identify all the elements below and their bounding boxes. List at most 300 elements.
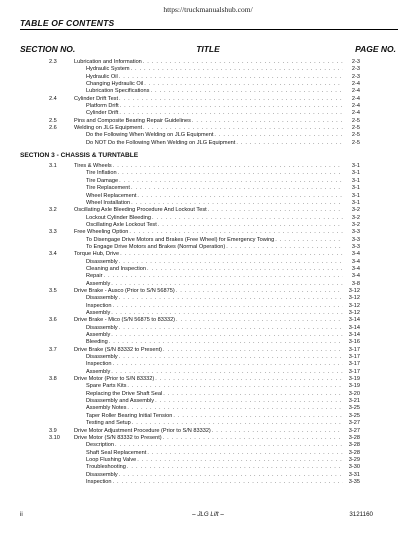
toc-entry-title-wrap [86,185,343,192]
toc-entry-title: Inspection [86,361,112,368]
toc-entry-title-wrap [86,193,343,200]
toc-entry-title: Free Wheeling Option [74,229,129,236]
toc-page-number: 3-4 [351,258,360,265]
toc-subentry[interactable] [0,361,416,368]
toc-entry-title: Torque Hub, Drive [74,251,120,258]
toc-entry-title: Disassembly and Assembly [86,398,155,405]
toc-subentry[interactable] [0,450,416,457]
toc-entry-number: 3.2 [49,207,57,214]
toc-entry[interactable] [0,118,416,125]
toc-entry-title: Disassembly [86,258,118,265]
toc-subentry[interactable] [0,185,416,192]
toc-entry-title-wrap [86,457,343,464]
toc-entry-title: Oscillating Axle Lockout Test [86,221,157,228]
toc-entry-title: Description [86,442,114,449]
toc-entry[interactable] [0,435,416,442]
dot-leader [119,259,343,266]
toc-entry-number: 3.3 [49,229,57,236]
toc-entry-title-wrap [74,288,343,295]
toc-subentry[interactable] [0,74,416,81]
dot-leader [163,435,343,442]
toc-subentry[interactable] [0,457,416,464]
toc-entry-title: Tire Replacement [86,185,130,192]
dot-leader [236,140,343,147]
toc-subentry[interactable] [0,140,416,147]
toc-entry-title-wrap [86,140,343,147]
footer-doc-number: 3121160 [349,511,373,518]
toc-page-number: 3-14 [348,332,360,339]
toc-subentry[interactable] [0,479,416,486]
dot-leader [103,273,343,280]
toc-page-number: 3-4 [351,273,360,280]
toc-entry-title: Testing and Setup [86,420,131,427]
toc-subentry[interactable] [0,178,416,185]
toc-entry-title-wrap [86,479,343,486]
toc-entry-title-wrap [86,110,343,117]
toc-entry-title: Tires & Wheels [74,163,112,170]
toc-entry-title-wrap [74,251,343,258]
toc-entry-title-wrap [86,339,343,346]
toc-page-number: 3-2 [351,207,360,214]
toc-page-number: 3-19 [348,383,360,390]
toc-entry-title: Disassembly [86,471,118,478]
toc-entry-title-wrap [86,295,343,302]
toc-entry-title: Bleeding [86,339,108,346]
toc-page-number: 3-4 [351,265,360,272]
toc-page-number: 3-31 [348,471,360,478]
toc-entry-title-wrap [86,259,343,266]
toc-list [0,59,416,486]
dot-leader [131,200,343,207]
toc-entry-title-wrap [74,376,343,383]
toc-entry-title-wrap [86,81,343,88]
dot-leader [131,185,343,192]
toc-entry-number: 3.4 [49,251,57,258]
toc-subentry[interactable] [0,244,416,251]
toc-entry-title-wrap [86,413,343,420]
toc-entry-title-wrap [86,74,343,81]
toc-entry[interactable] [0,288,416,295]
toc-subentry[interactable] [0,266,416,273]
dot-leader [111,369,343,376]
dot-leader [127,383,343,390]
toc-page-number: 3-19 [348,376,360,383]
dot-leader [143,59,343,66]
toc-entry-title: Shaft Seal Replacement [86,449,147,456]
toc-entry-title-wrap [86,244,343,251]
toc-entry-title: Cleaning and Inspection [86,265,147,272]
dot-leader [275,237,343,244]
dot-leader [119,354,343,361]
dot-leader [119,178,343,185]
dot-leader [176,288,343,295]
toc-subentry[interactable] [0,273,416,280]
toc-entry-title: Inspection [86,302,112,309]
toc-page-number: 3-12 [348,287,360,294]
toc-entry-title: Hydraulic System [86,66,130,73]
toc-page-number: 3-28 [348,449,360,456]
column-header-section: SECTION NO. [20,44,76,54]
toc-entry-title: Assembly [86,280,111,287]
toc-entry-title-wrap [74,125,343,132]
toc-page-number: 3-8 [351,280,360,287]
toc-entry[interactable] [0,229,416,236]
toc-entry-title-wrap [86,464,343,471]
toc-entry-title-wrap [86,103,343,110]
toc-entry-number: 3.9 [49,427,57,434]
toc-entry-title-wrap [86,88,343,95]
toc-entry-title: Tire Damage [86,177,119,184]
toc-entry-title: Taper Roller Bearing Initial Tension [86,412,173,419]
dot-leader [113,361,344,368]
toc-entry-title: Spare Parts Kits [86,383,127,390]
column-header-page: PAGE NO. [355,44,396,54]
toc-entry-title-wrap [86,420,343,427]
toc-entry-title-wrap [86,369,343,376]
toc-entry-title-wrap [86,237,343,244]
source-url[interactable]: https://truckmanualshub.com/ [163,5,253,14]
dot-leader [111,281,343,288]
dot-leader [127,405,343,412]
toc-page-number: 3-2 [351,221,360,228]
toc-entry-number: 3.6 [49,317,57,324]
toc-entry-title: Do the Following When Welding on JLG Equipment [86,132,214,139]
toc-subentry[interactable] [0,295,416,302]
section-heading-text: SECTION 3 - CHASSIS & TURNTABLE [20,152,139,160]
dot-leader [155,398,343,405]
toc-subentry[interactable] [0,81,416,88]
dot-leader [129,229,343,236]
toc-subentry[interactable] [0,281,416,288]
toc-entry[interactable] [0,125,416,132]
column-header-title: TITLE [196,44,220,54]
dot-leader [144,81,343,88]
toc-entry-title-wrap [74,59,343,66]
dot-leader [119,96,343,103]
toc-entry-title: Oscillating Axle Bleeding Procedure And Lockout Test [74,207,207,214]
toc-entry-title: Drive Motor (S/N 83332 to Present) [74,434,162,441]
toc-entry-number: 2.3 [49,59,57,65]
footer-brand: – JLG Lift – [192,511,224,518]
toc-entry-number: 3.5 [49,287,57,294]
dot-leader [137,193,343,200]
dot-leader [115,442,343,449]
dot-leader [119,325,343,332]
toc-page-number: 3-17 [348,368,360,375]
toc-entry-title-wrap [86,325,343,332]
toc-subentry[interactable] [0,200,416,207]
toc-entry-title-wrap [86,132,343,139]
toc-subentry[interactable] [0,66,416,73]
toc-entry-title-wrap [74,347,343,354]
toc-entry[interactable] [0,96,416,103]
dot-leader [208,207,343,214]
toc-page-number: 2-3 [351,59,360,65]
toc-heading: TABLE OF CONTENTS [20,18,115,28]
toc-entry-title: Pins and Composite Bearing Repair Guidelines [74,117,191,124]
dot-leader [119,472,343,479]
toc-entry[interactable] [0,428,416,435]
toc-page-number: 3-17 [348,346,360,353]
toc-page-number: 3-1 [351,185,360,192]
toc-entry[interactable] [0,317,416,324]
toc-entry-title: Repair [86,273,103,280]
toc-entry-title-wrap [86,332,343,339]
toc-entry-title: Drive Brake (S/N 83332 to Present) [74,346,162,353]
toc-subentry[interactable] [0,420,416,427]
toc-entry-title: Disassembly [86,324,118,331]
toc-page-number: 3-20 [348,390,360,397]
header-rule [20,29,398,30]
toc-entry-title-wrap [74,428,343,435]
footer-page-number: ii [20,511,23,518]
toc-entry[interactable] [0,376,416,383]
toc-entry-title-wrap [86,222,343,229]
toc-entry[interactable] [0,347,416,354]
toc-subentry[interactable] [0,391,416,398]
toc-entry-title: Assembly [86,368,111,375]
toc-page-number: 3-17 [348,361,360,368]
dot-leader [147,450,343,457]
dot-leader [226,244,343,251]
toc-entry-title-wrap [86,66,343,73]
dot-leader [120,251,343,258]
toc-entry-title-wrap [86,472,343,479]
toc-subentry[interactable] [0,354,416,361]
toc-entry[interactable] [0,163,416,170]
dot-leader [113,479,344,486]
toc-entry-title-wrap [86,215,343,222]
toc-entry[interactable] [0,251,416,258]
toc-page-number: 3-12 [348,310,360,316]
toc-entry-title: Loop Flushing Valve [86,456,137,463]
toc-page-number: 2-4 [351,95,360,102]
toc-entry-title-wrap [86,200,343,207]
dot-leader [192,118,343,125]
toc-entry-number: 2.4 [49,95,57,102]
toc-entry-number: 2.6 [49,125,57,132]
toc-page-number: 3-2 [351,214,360,221]
toc-page-number: 3-27 [348,427,360,434]
toc-page-number: 3-1 [351,163,360,170]
toc-entry-title: Assembly Notes [86,405,127,412]
toc-subentry[interactable] [0,339,416,346]
toc-page-number: 3-17 [348,354,360,361]
toc-entry-title-wrap [74,435,343,442]
toc-page-number: 3-1 [351,192,360,199]
toc-entry-title: Lubrication and Information [74,59,142,65]
dot-leader [214,132,343,139]
toc-entry-title: Drive Motor (Prior to S/N 83332) [74,376,155,383]
dot-leader [152,215,343,222]
toc-entry-title: Troubleshooting [86,464,126,471]
dot-leader [119,295,343,302]
toc-entry-number: 2.5 [49,117,57,124]
toc-entry-number: 3.8 [49,376,57,383]
toc-subentry[interactable] [0,464,416,471]
toc-entry-title-wrap [74,229,343,236]
toc-section-heading [0,149,416,163]
toc-subentry[interactable] [0,442,416,449]
dot-leader [109,339,343,346]
toc-entry-title: Tire Inflation [86,170,117,177]
toc-entry-title: Welding on JLG Equipment [74,125,142,132]
toc-page-number: 3-4 [351,251,360,258]
toc-page-number: 3-1 [351,170,360,177]
toc-page-number: 2-5 [351,139,360,146]
toc-page-number: 3-3 [351,229,360,236]
toc-subentry[interactable] [0,398,416,405]
toc-page-number: 2-3 [351,73,360,80]
dot-leader [118,170,343,177]
dot-leader [113,163,343,170]
toc-subentry[interactable] [0,472,416,479]
toc-page-number: 3-16 [348,339,360,346]
toc-entry-title: Changing Hydraulic Oil [86,81,144,88]
toc-page-number: 3-14 [348,324,360,331]
toc-entry-title: Assembly [86,332,111,339]
dot-leader [176,317,343,324]
toc-page-number: 3-35 [348,478,360,485]
toc-page-number: 3-28 [348,434,360,441]
toc-entry-title: Cylinder Drift Test [74,95,119,102]
toc-page-number: 3-1 [351,177,360,184]
toc-entry-title-wrap [86,178,343,185]
toc-subentry[interactable] [0,325,416,332]
toc-entry-title: To Engage Drive Motors and Brakes (Normal Operation) [86,243,226,250]
toc-page-number: 3-14 [348,317,360,324]
toc-entry-title: Hydraulic Oil [86,73,118,80]
toc-page-number: 3-3 [351,236,360,243]
dot-leader [155,376,343,383]
toc-entry-title: Disassembly [86,295,118,302]
toc-entry-title-wrap [74,317,343,324]
toc-subentry[interactable] [0,405,416,412]
dot-leader [131,66,343,73]
toc-entry-title-wrap [74,163,343,170]
toc-subentry[interactable] [0,88,416,95]
dot-leader [143,125,343,132]
toc-page-number: 3-25 [348,412,360,419]
toc-entry-title: To Disengage Drive Motors and Brakes (Free Wheel) for Emergency Towing [86,236,275,243]
dot-leader [173,413,343,420]
toc-entry-title: Do NOT Do the Following When Welding on JLG Equipment [86,139,236,146]
toc-entry-number: 3.10 [49,434,60,441]
toc-entry-title-wrap [86,383,343,390]
toc-entry-title: Drive Brake - Ausco (Prior to S/N 56875) [74,287,175,294]
toc-subentry[interactable] [0,310,416,317]
toc-page-number: 2-3 [351,66,360,73]
toc-entry-title-wrap [74,207,343,214]
toc-entry-title: Lubrication Specifications [86,88,150,95]
toc-entry-title-wrap [74,118,343,125]
dot-leader [137,457,343,464]
toc-entry-title-wrap [86,361,343,368]
toc-entry-title: Disassembly [86,354,118,361]
toc-page-number: 3-1 [351,199,360,206]
toc-subentry[interactable] [0,132,416,139]
toc-entry-title-wrap [86,281,343,288]
toc-entry-title-wrap [86,391,343,398]
toc-entry-title: Assembly [86,310,111,316]
dot-leader [111,332,343,339]
toc-entry-title-wrap [86,354,343,361]
toc-entry-title-wrap [86,266,343,273]
toc-entry-title-wrap [86,405,343,412]
toc-entry-title: Wheel Replacement [86,192,137,199]
dot-leader [113,303,344,310]
toc-subentry[interactable] [0,303,416,310]
dot-leader [163,391,343,398]
toc-page-number: 3-21 [348,398,360,405]
toc-subentry[interactable] [0,237,416,244]
toc-entry-title: Inspection [86,478,112,485]
toc-page-number: 2-5 [351,117,360,124]
toc-subentry[interactable] [0,170,416,177]
toc-subentry[interactable] [0,193,416,200]
toc-entry-title: Drive Motor Adjustment Procedure (Prior to S/N 83332) [74,427,211,434]
toc-page-number: 3-28 [348,442,360,449]
toc-subentry[interactable] [0,259,416,266]
toc-entry-number: 3.1 [49,163,57,170]
toc-page-number: 2-4 [351,88,360,95]
toc-entry-title: Cylinder Drift [86,110,119,117]
toc-subentry[interactable] [0,413,416,420]
toc-entry[interactable] [0,59,416,66]
dot-leader [132,420,343,427]
toc-entry-title-wrap [86,273,343,280]
dot-leader [111,310,343,317]
dot-leader [150,88,343,95]
dot-leader [120,103,343,110]
toc-subentry[interactable] [0,103,416,110]
toc-entry-title-wrap [86,450,343,457]
toc-entry-title: Drive Brake - Mico (S/N 56875 to 83332) [74,317,176,324]
toc-page-number: 2-4 [351,103,360,110]
toc-subentry[interactable] [0,215,416,222]
dot-leader [119,74,343,81]
toc-entry-title: Platform Drift [86,103,119,110]
toc-subentry[interactable] [0,332,416,339]
dot-leader [163,347,343,354]
toc-entry-title-wrap [86,310,343,317]
toc-entry-title-wrap [86,170,343,177]
toc-entry-title-wrap [74,96,343,103]
toc-page-number: 3-12 [348,302,360,309]
dot-leader [127,464,343,471]
toc-entry-title: Replacing the Drive Shaft Seal [86,390,163,397]
toc-subentry[interactable] [0,383,416,390]
toc-entry-title: Wheel Installation [86,199,131,206]
dot-leader [158,222,343,229]
toc-page-number: 3-29 [348,456,360,463]
toc-subentry[interactable] [0,369,416,376]
toc-subentry[interactable] [0,110,416,117]
toc-entry-title-wrap [86,398,343,405]
toc-page-number: 2-5 [351,125,360,132]
toc-entry-title-wrap [86,442,343,449]
toc-entry-title: Lockout Cylinder Bleeding [86,214,151,221]
toc-entry[interactable] [0,207,416,214]
toc-page-number: 3-12 [348,295,360,302]
toc-entry-title-wrap [86,303,343,310]
toc-subentry[interactable] [0,222,416,229]
toc-page-number: 3-3 [351,243,360,250]
dot-leader [147,266,343,273]
toc-page-number: 3-25 [348,405,360,412]
toc-page-number: 3-27 [348,420,360,427]
toc-page-number: 2-5 [351,132,360,139]
